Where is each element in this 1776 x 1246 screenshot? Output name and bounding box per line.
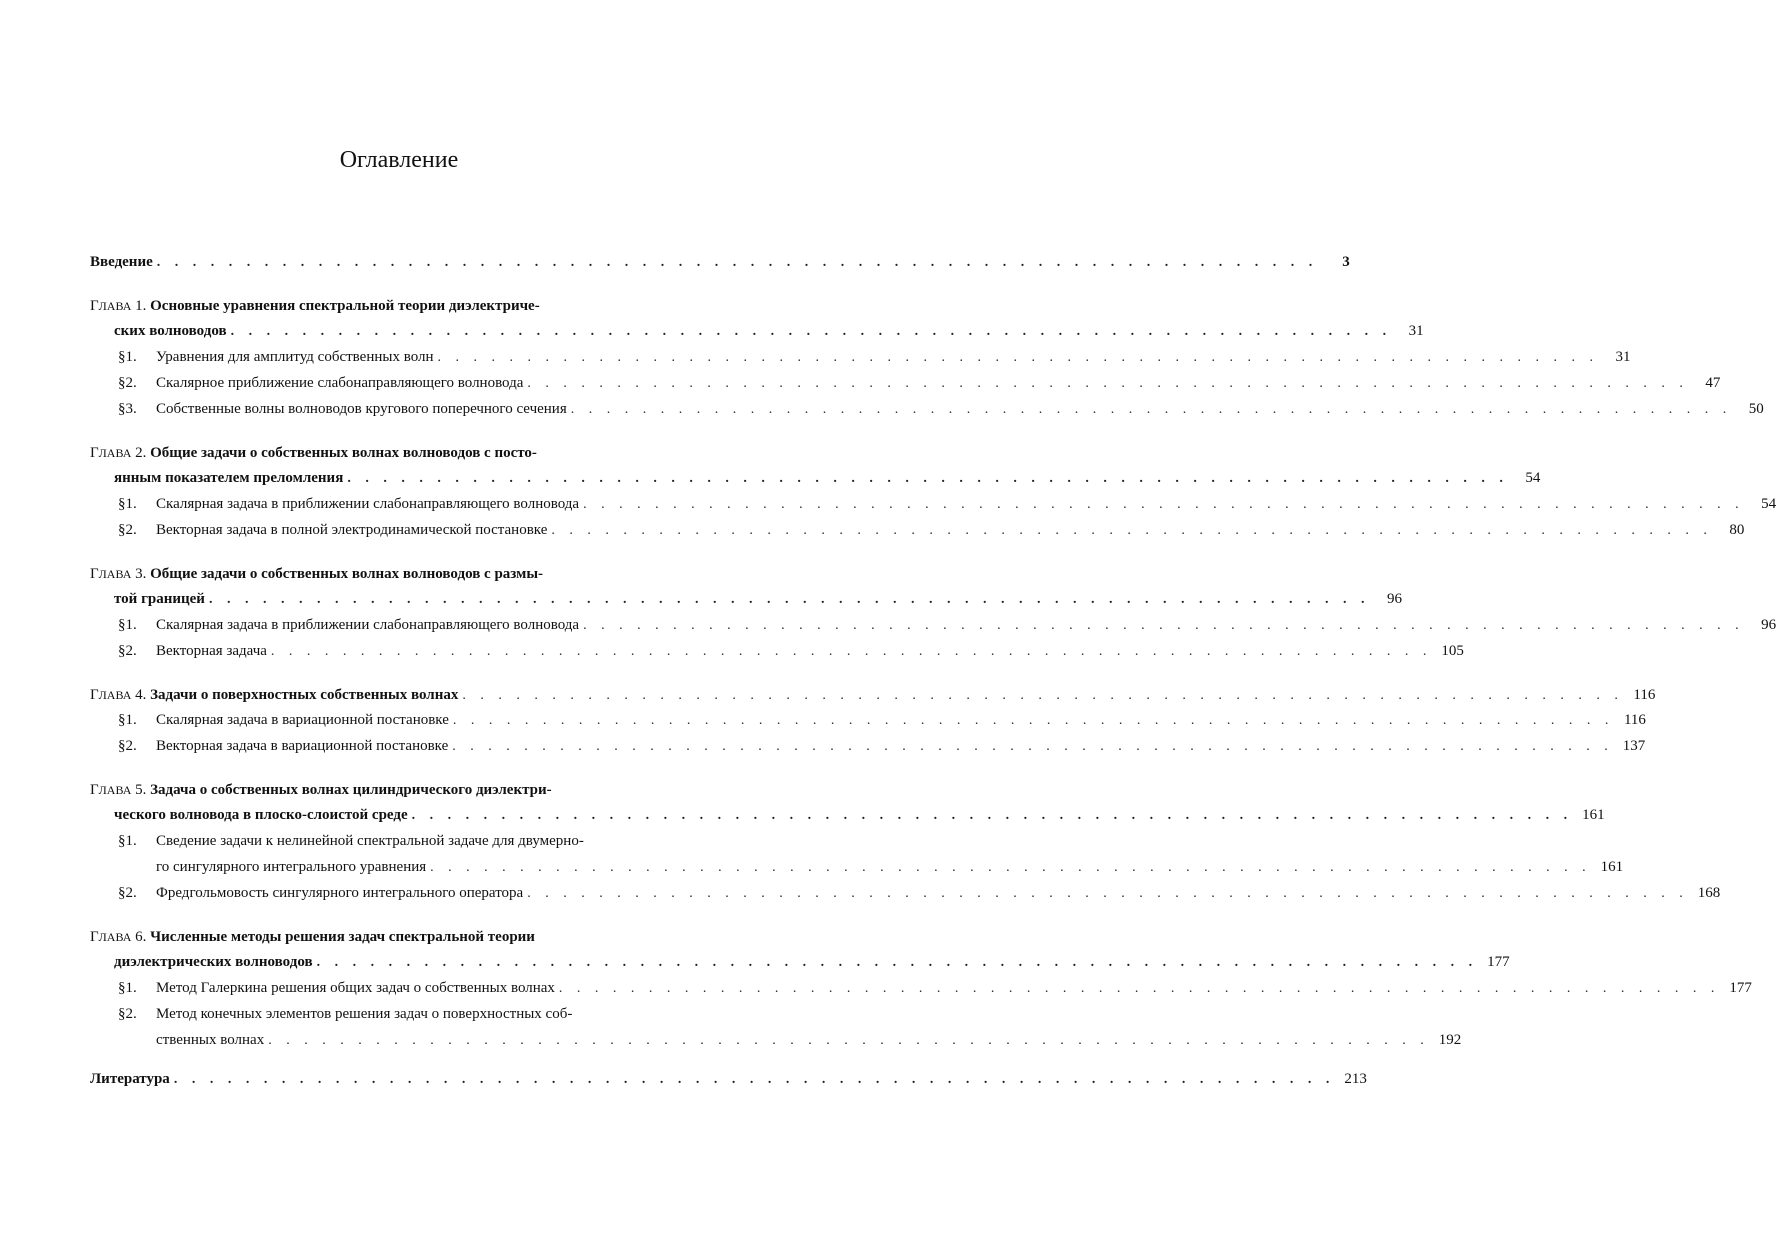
page-number: 54 [1761, 496, 1776, 512]
section-number: §1. [118, 980, 137, 996]
dot-leader: . . . . . . . . . . . . . . . . . . . . . . . . . . . . . . . . . . . . . . . . . . . . . . . . . . . . . . . . . . . . . . . . . [316, 955, 1478, 970]
chapter-prefix: ГЛАВА [90, 445, 132, 461]
dot-leader: . . . . . . . . . . . . . . . . . . . . . . . . . . . . . . . . . . . . . . . . . . . . . . . . . . . . . . . . . . . . . . . . . [583, 618, 1745, 633]
page-number: 116 [1623, 712, 1646, 728]
toc-entry-intro[interactable] [90, 251, 1350, 273]
chapter-heading[interactable] [90, 779, 552, 801]
section-label: §2. Фредгольмовость сингулярного интегрального оператора [118, 882, 523, 904]
toc-entry-section[interactable] [156, 856, 1624, 878]
section-number: §1. [118, 833, 137, 849]
section-number: §3. [118, 401, 137, 417]
toc-entry-section[interactable] [118, 640, 1464, 662]
section-number: §2. [118, 375, 137, 391]
chapter-title-cont: ских волноводов [114, 323, 227, 339]
dot-leader: . . . . . . . . . . . . . . . . . . . . . . . . . . . . . . . . . . . . . . . . . . . . . . . . . . . . . . . . . . . . . . . . . [430, 860, 1592, 875]
dot-leader: . . . . . . . . . . . . . . . . . . . . . . . . . . . . . . . . . . . . . . . . . . . . . . . . . . . . . . . . . . . . . . . . . [462, 688, 1624, 703]
section-number: §1. [118, 712, 137, 728]
toc-entry-literature[interactable] [90, 1068, 1367, 1090]
page-number: 50 [1748, 401, 1764, 417]
page-number: 47 [1705, 375, 1721, 391]
section-title: Метод конечных элементов решения задач о поверхностных соб- [156, 1006, 573, 1022]
page-number: 3 [1342, 254, 1350, 270]
chapter-number: 5. [135, 782, 147, 798]
section-label: §1. Метод Галеркина решения общих задач о собственных волнах [118, 977, 555, 999]
chapter-number: 1. [135, 298, 147, 314]
page-number: 161 [1582, 807, 1605, 823]
page-number: 137 [1622, 738, 1646, 754]
dot-leader: . . . . . . . . . . . . . . . . . . . . . . . . . . . . . . . . . . . . . . . . . . . . . . . . . . . . . . . . . . . . . . . . . [156, 255, 1318, 270]
page-number: 54 [1525, 470, 1541, 486]
page-number: 192 [1438, 1032, 1462, 1048]
page-number: 116 [1633, 687, 1656, 703]
toc-entry-label: Введение [90, 254, 153, 270]
section-label: §3. Собственные волны волноводов кругового поперечного сечения [118, 398, 567, 420]
dot-leader: . . . . . . . . . . . . . . . . . . . . . . . . . . . . . . . . . . . . . . . . . . . . . . . . . . . . . . . . . . . . . . . . . [173, 1072, 1335, 1087]
toc-entry-section[interactable] [118, 882, 1721, 904]
chapter-prefix: ГЛАВА [90, 566, 132, 582]
toc-entry-chapter[interactable] [114, 467, 1541, 489]
page-number: 96 [1386, 591, 1402, 607]
chapter-title: Задача о собственных волнах цилиндрического диэлектри- [150, 782, 552, 798]
section-number: §2. [118, 522, 137, 538]
chapter-heading[interactable] [90, 295, 540, 317]
page-number: 96 [1761, 617, 1776, 633]
toc-entry-chapter[interactable] [114, 804, 1605, 826]
chapter-title-cont: диэлектрических волноводов [114, 954, 313, 970]
chapter-prefix: ГЛАВА [90, 298, 132, 314]
dot-leader: . . . . . . . . . . . . . . . . . . . . . . . . . . . . . . . . . . . . . . . . . . . . . . . . . . . . . . . . . . . . . . . . . [437, 350, 1599, 365]
chapter-title: Основные уравнения спектральной теории диэлектриче- [150, 298, 540, 314]
dot-leader: . . . . . . . . . . . . . . . . . . . . . . . . . . . . . . . . . . . . . . . . . . . . . . . . . . . . . . . . . . . . . . . . . [527, 886, 1689, 901]
toc-entry-chapter[interactable] [114, 951, 1510, 973]
chapter-title-cont: янным показателем преломления [114, 470, 344, 486]
toc-entry-chapter[interactable] [114, 588, 1402, 610]
chapter-number: 3. [135, 566, 147, 582]
section-number: §2. [118, 738, 137, 754]
section-number: §2. [118, 643, 137, 659]
dot-leader: . . . . . . . . . . . . . . . . . . . . . . . . . . . . . . . . . . . . . . . . . . . . . . . . . . . . . . . . . . . . . . . . . [208, 592, 1370, 607]
dot-leader: . . . . . . . . . . . . . . . . . . . . . . . . . . . . . . . . . . . . . . . . . . . . . . . . . . . . . . . . . . . . . . . . . [347, 471, 1509, 486]
toc-entry-chapter[interactable] [114, 320, 1424, 342]
section-title-cont: го сингулярного интегрального уравнения [156, 859, 427, 875]
dot-leader: . . . . . . . . . . . . . . . . . . . . . . . . . . . . . . . . . . . . . . . . . . . . . . . . . . . . . . . . . . . . . . . . . [570, 402, 1732, 417]
chapter-title: Общие задачи о собственных волнах волноводов с посто- [150, 445, 537, 461]
section-number: §2. [118, 1006, 137, 1022]
dot-leader: . . . . . . . . . . . . . . . . . . . . . . . . . . . . . . . . . . . . . . . . . . . . . . . . . . . . . . . . . . . . . . . . . [452, 713, 1614, 728]
chapter-prefix: ГЛАВА [90, 929, 132, 945]
page-number: 213 [1344, 1071, 1367, 1087]
page-number: 105 [1441, 643, 1464, 659]
toc-entry-section[interactable] [118, 493, 1776, 515]
toc-entry-section[interactable] [118, 735, 1646, 757]
toc-entry-section[interactable] [118, 519, 1745, 541]
chapter-title: Задачи о поверхностных собственных волнах [150, 687, 459, 703]
chapter-number: 6. [135, 929, 147, 945]
section-label: §1. Скалярная задача в приближении слабонаправляющего волновода [118, 614, 579, 636]
page-number: 177 [1729, 980, 1752, 996]
toc-entry-label: Литература [90, 1071, 170, 1087]
page-number: 80 [1729, 522, 1745, 538]
section-label: §2. Скалярное приближение слабонаправляющего волновода [118, 372, 523, 394]
dot-leader: . . . . . . . . . . . . . . . . . . . . . . . . . . . . . . . . . . . . . . . . . . . . . . . . . . . . . . . . . . . . . . . . . [558, 981, 1720, 996]
chapter-title-cont: ческого волновода в плоско-слоистой среде [114, 807, 408, 823]
toc-entry-section[interactable] [118, 709, 1646, 731]
toc-entry-section[interactable] [118, 346, 1631, 368]
chapter-number: 2. [135, 445, 147, 461]
section-number: §1. [118, 617, 137, 633]
chapter-heading[interactable] [90, 442, 537, 464]
dot-leader: . . . . . . . . . . . . . . . . . . . . . . . . . . . . . . . . . . . . . . . . . . . . . . . . . . . . . . . . . . . . . . . . . [527, 376, 1689, 391]
toc-entry-section[interactable] [118, 372, 1721, 394]
chapter-title-cont: той границей [114, 591, 205, 607]
page-number: 177 [1487, 954, 1510, 970]
page-number: 161 [1600, 859, 1624, 875]
page-number: 31 [1408, 323, 1424, 339]
section-heading[interactable] [118, 1003, 572, 1025]
toc-entry-section[interactable] [156, 1029, 1462, 1051]
dot-leader: . . . . . . . . . . . . . . . . . . . . . . . . . . . . . . . . . . . . . . . . . . . . . . . . . . . . . . . . . . . . . . . . . [583, 497, 1745, 512]
toc-entry-section[interactable] [118, 977, 1752, 999]
chapter-heading [90, 684, 458, 706]
dot-leader: . . . . . . . . . . . . . . . . . . . . . . . . . . . . . . . . . . . . . . . . . . . . . . . . . . . . . . . . . . . . . . . . . [268, 1033, 1430, 1048]
dot-leader: . . . . . . . . . . . . . . . . . . . . . . . . . . . . . . . . . . . . . . . . . . . . . . . . . . . . . . . . . . . . . . . . . [411, 808, 1573, 823]
chapter-heading[interactable] [90, 926, 535, 948]
section-label: §1. Скалярная задача в приближении слабонаправляющего волновода [118, 493, 579, 515]
dot-leader: . . . . . . . . . . . . . . . . . . . . . . . . . . . . . . . . . . . . . . . . . . . . . . . . . . . . . . . . . . . . . . . . . [230, 324, 1392, 339]
section-number: §1. [118, 349, 137, 365]
section-title: Сведение задачи к нелинейной спектральной задаче для двумерно- [156, 833, 584, 849]
dot-leader: . . . . . . . . . . . . . . . . . . . . . . . . . . . . . . . . . . . . . . . . . . . . . . . . . . . . . . . . . . . . . . . . . [452, 739, 1614, 754]
section-label: §1. Скалярная задача в вариационной постановке [118, 709, 449, 731]
toc-entry-section[interactable] [118, 614, 1776, 636]
section-label: §1. Уравнения для амплитуд собственных волн [118, 346, 434, 368]
section-number: §2. [118, 885, 137, 901]
section-label: §2. Векторная задача в полной электродинамической постановке [118, 519, 547, 541]
dot-leader: . . . . . . . . . . . . . . . . . . . . . . . . . . . . . . . . . . . . . . . . . . . . . . . . . . . . . . . . . . . . . . . . . [551, 523, 1713, 538]
chapter-title: Общие задачи о собственных волнах волноводов с размы- [150, 566, 544, 582]
chapter-prefix: ГЛАВА [90, 687, 132, 703]
chapter-prefix: ГЛАВА [90, 782, 132, 798]
section-title-cont: ственных волнах [156, 1032, 265, 1048]
section-label: §2. Векторная задача в вариационной постановке [118, 735, 448, 757]
page-title: Оглавление [339, 147, 459, 173]
chapter-heading[interactable] [90, 563, 543, 585]
page-number: 168 [1697, 885, 1721, 901]
section-number: §1. [118, 496, 137, 512]
toc-entry-chapter[interactable] [90, 684, 1656, 706]
chapter-number: 4. [135, 687, 147, 703]
section-heading[interactable] [118, 830, 584, 852]
chapter-title: Численные методы решения задач спектральной теории [150, 929, 535, 945]
page-number: 31 [1615, 349, 1631, 365]
toc-entry-section[interactable] [118, 398, 1764, 420]
section-label: §2. Векторная задача [118, 640, 267, 662]
dot-leader: . . . . . . . . . . . . . . . . . . . . . . . . . . . . . . . . . . . . . . . . . . . . . . . . . . . . . . . . . . . . . . . . . [270, 644, 1432, 659]
